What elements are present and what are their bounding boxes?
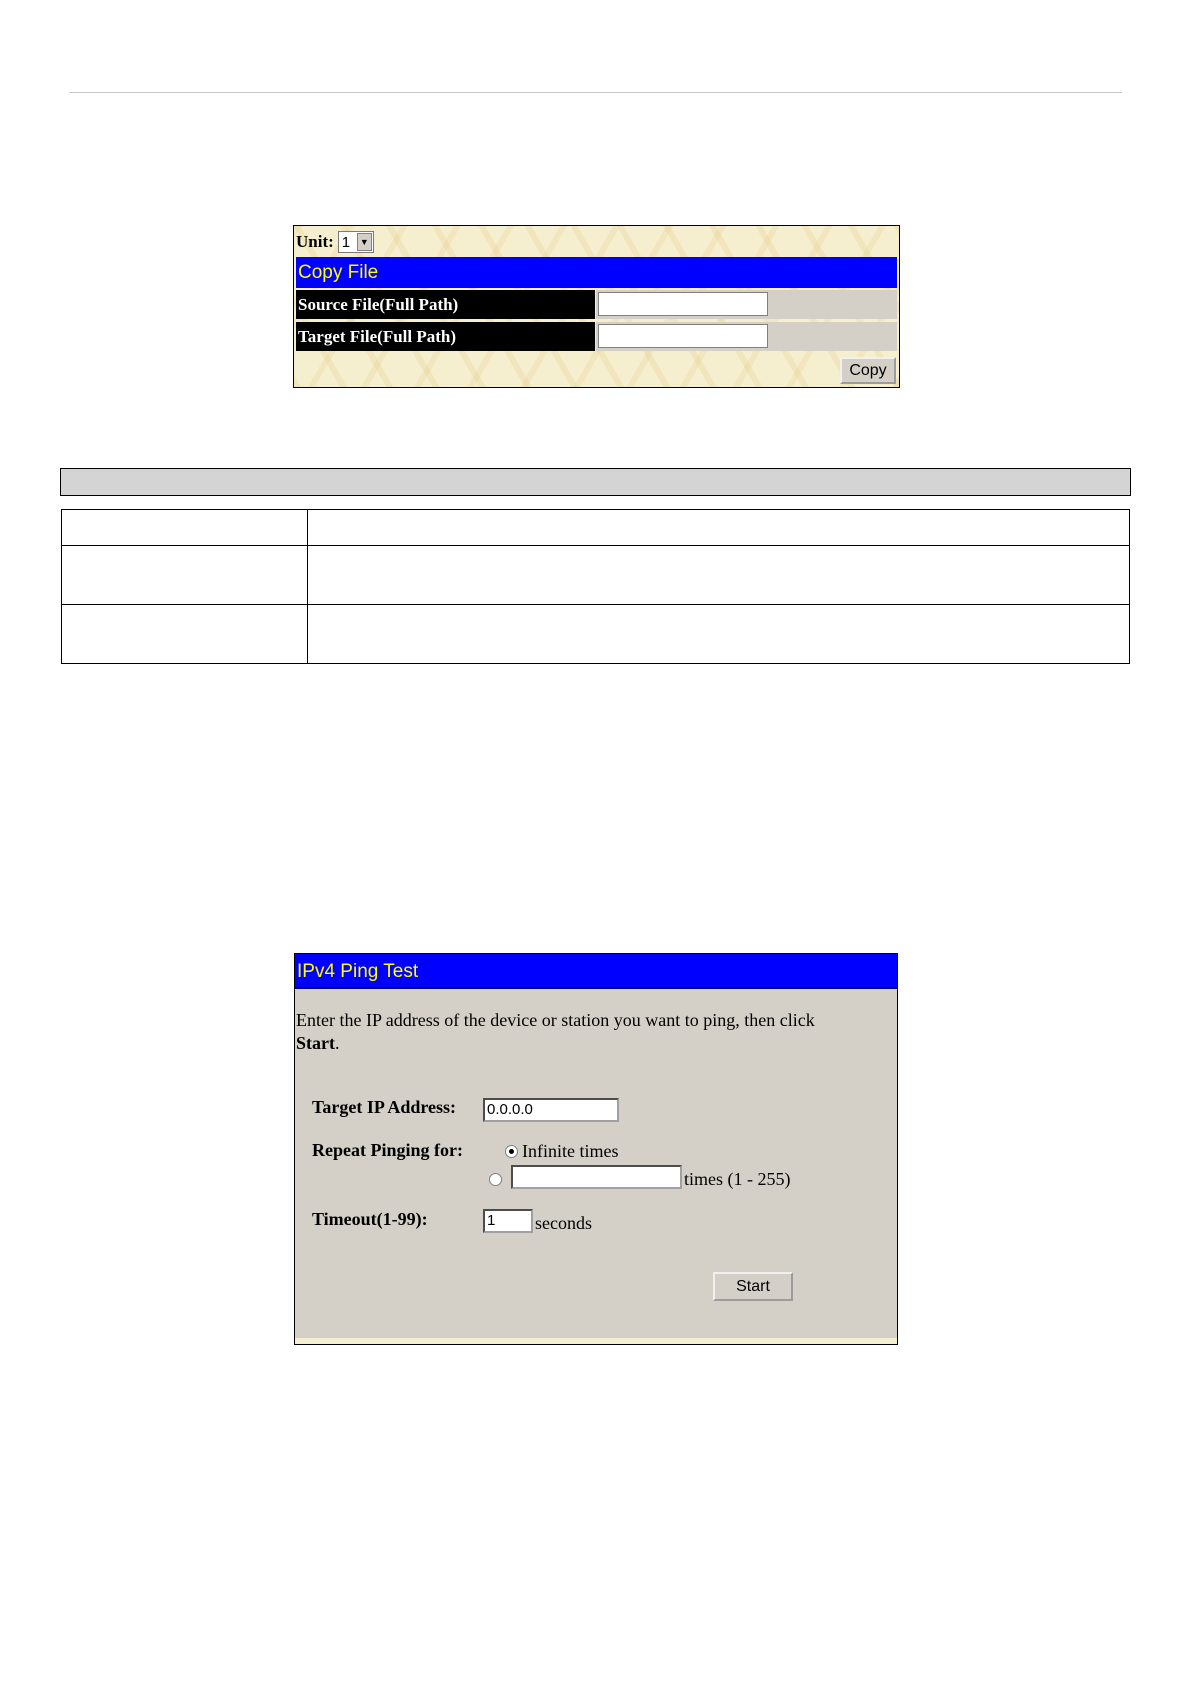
table-row bbox=[62, 605, 1130, 664]
ping-test-title: IPv4 Ping Test bbox=[295, 954, 897, 989]
table-cell bbox=[62, 510, 308, 546]
target-file-label: Target File(Full Path) bbox=[296, 322, 595, 351]
times-input[interactable] bbox=[511, 1165, 682, 1189]
source-file-cell bbox=[596, 290, 897, 319]
table-row bbox=[62, 510, 1130, 546]
source-file-row bbox=[296, 290, 897, 319]
copy-file-panel bbox=[293, 225, 900, 388]
page-header-rule bbox=[69, 92, 1122, 93]
chevron-down-icon[interactable]: ▼ bbox=[357, 233, 372, 251]
timeout-unit-label: seconds bbox=[535, 1213, 592, 1233]
source-file-label: Source File(Full Path) bbox=[296, 290, 595, 319]
copy-file-title: Copy File bbox=[296, 257, 897, 288]
target-file-row bbox=[296, 322, 897, 351]
unit-row bbox=[296, 230, 374, 254]
table-cell bbox=[62, 546, 308, 605]
target-file-cell bbox=[596, 322, 897, 351]
ping-instruction-start: Start bbox=[296, 1033, 335, 1053]
table-row bbox=[62, 546, 1130, 605]
target-ip-input[interactable]: 0.0.0.0 bbox=[483, 1098, 619, 1122]
ping-instruction-text: Enter the IP address of the device or station you want to ping, then click bbox=[296, 1010, 815, 1030]
ping-instruction bbox=[296, 1009, 856, 1055]
start-button[interactable]: Start bbox=[713, 1272, 793, 1301]
table-cell bbox=[308, 605, 1130, 664]
table-header-bar bbox=[60, 468, 1131, 496]
table-cell bbox=[62, 605, 308, 664]
unit-select[interactable] bbox=[338, 231, 374, 253]
infinite-times-label: Infinite times bbox=[522, 1141, 619, 1161]
ping-instruction-period: . bbox=[335, 1033, 340, 1053]
infinite-times-radio[interactable] bbox=[505, 1145, 518, 1158]
parameter-table bbox=[61, 509, 1130, 664]
count-times-radio[interactable] bbox=[489, 1173, 502, 1186]
source-file-input[interactable] bbox=[598, 292, 768, 316]
ping-panel-footer bbox=[295, 1338, 897, 1344]
table-cell bbox=[308, 510, 1130, 546]
times-range-label: times (1 - 255) bbox=[684, 1169, 791, 1189]
timeout-label: Timeout(1-99): bbox=[312, 1209, 428, 1229]
unit-select-value: 1 bbox=[341, 233, 351, 251]
target-ip-label: Target IP Address: bbox=[312, 1097, 457, 1117]
timeout-input[interactable]: 1 bbox=[483, 1209, 533, 1233]
ping-test-panel bbox=[294, 953, 898, 1345]
repeat-pinging-label: Repeat Pinging for: bbox=[312, 1140, 463, 1160]
copy-button[interactable]: Copy bbox=[840, 357, 896, 384]
unit-label: Unit: bbox=[296, 232, 334, 251]
table-cell bbox=[308, 546, 1130, 605]
target-file-input[interactable] bbox=[598, 324, 768, 348]
